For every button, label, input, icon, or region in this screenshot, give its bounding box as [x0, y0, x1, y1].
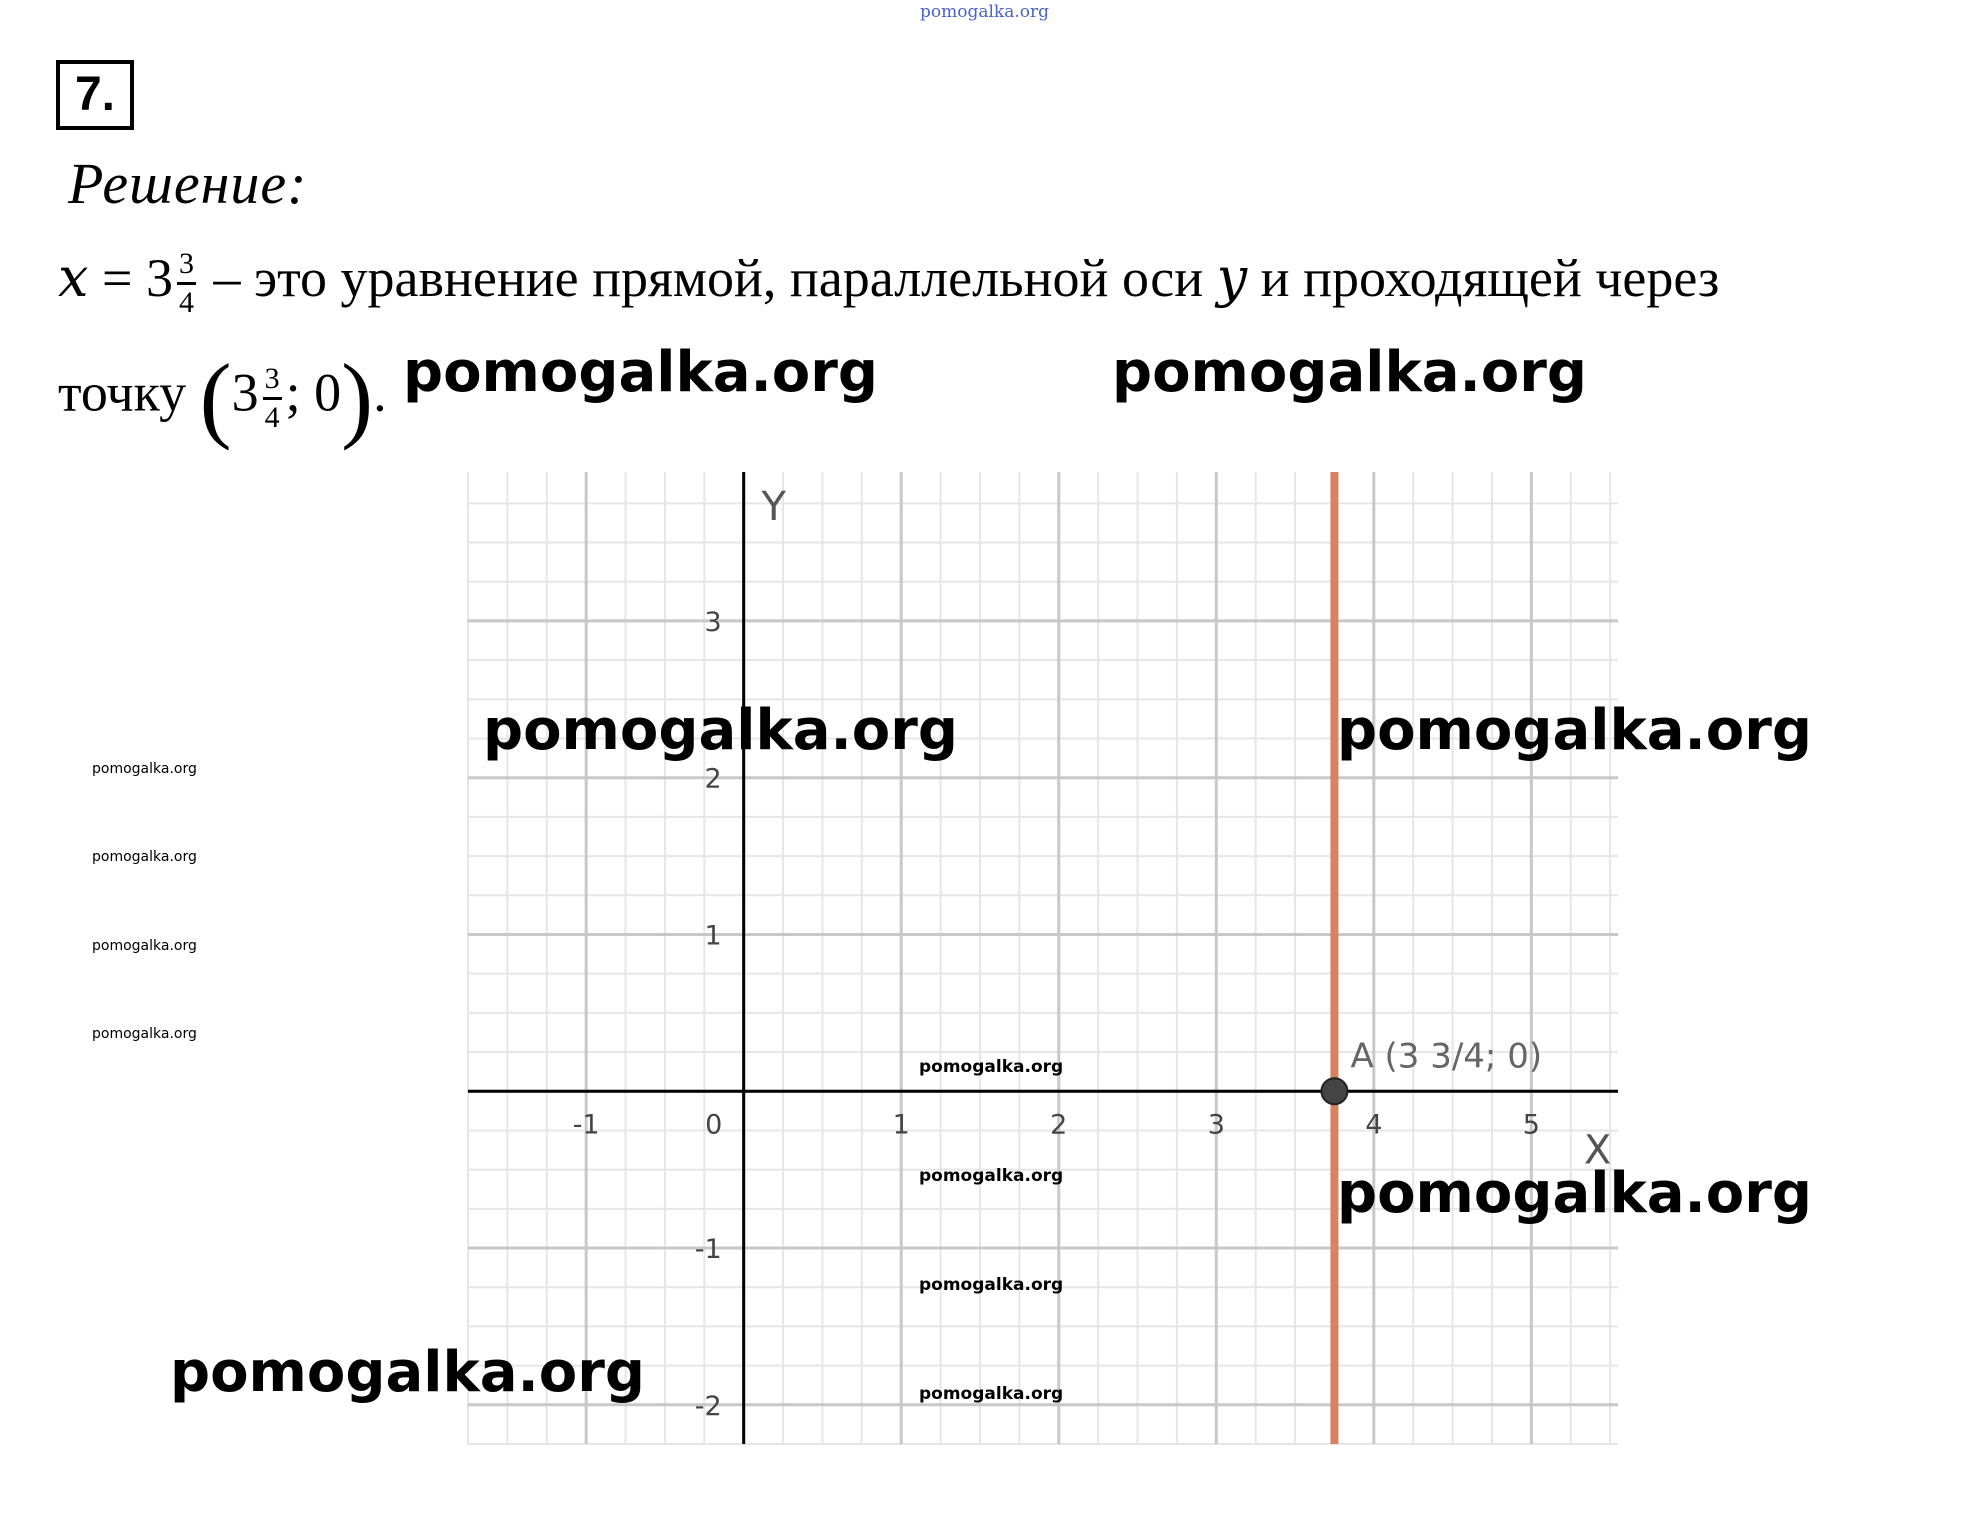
watermark: pomogalka.org [1337, 698, 1812, 763]
watermark-small: pomogalka.org [92, 761, 197, 777]
point-a-label: A (3 3/4; 0) [1350, 1036, 1543, 1077]
watermark: pomogalka.org [403, 340, 878, 405]
point-numerator: 3 [263, 361, 282, 400]
point-whole: 3 [231, 362, 259, 423]
point-word: точку [58, 362, 187, 423]
variable-x: x [58, 246, 89, 309]
whole-part: 3 [145, 248, 173, 308]
x-tick-label: 4 [1365, 1109, 1383, 1141]
solution-heading: Решение: [68, 151, 308, 216]
watermark-small: pomogalka.org [919, 1057, 1064, 1077]
watermark-small: pomogalka.org [919, 1166, 1064, 1186]
series [1321, 472, 1347, 1444]
watermark: pomogalka.org [483, 698, 958, 763]
x-tick-label: 2 [1050, 1109, 1068, 1141]
axis-y-letter: y [1216, 246, 1248, 309]
y-tick-label: -2 [694, 1390, 722, 1422]
x-tick-label: 0 [705, 1109, 723, 1141]
explanation-text: – это уравнение прямой, параллельной оси [213, 248, 1204, 308]
x-tick-label: 3 [1207, 1109, 1225, 1141]
tick-labels [573, 484, 1612, 1422]
y-tick-label: 1 [704, 920, 722, 952]
x-tick-label: -1 [572, 1109, 600, 1141]
numerator: 3 [177, 246, 196, 285]
x-axis-label: X [1583, 1127, 1612, 1174]
open-paren: ( [199, 344, 232, 451]
watermark-small: pomogalka.org [919, 1275, 1064, 1295]
point-denominator: 4 [264, 400, 280, 434]
denominator: 4 [178, 286, 194, 320]
equals-sign: = [101, 248, 133, 308]
explanation-text-2: и проходящей через [1260, 248, 1720, 308]
x-tick-label: 1 [892, 1109, 910, 1141]
close-paren: ) [341, 344, 374, 451]
task-number: 7. [56, 60, 134, 130]
watermark: pomogalka.org [1112, 340, 1587, 405]
site-watermark-top: pomogalka.org [919, 2, 1049, 22]
watermark-small: pomogalka.org [92, 1026, 197, 1042]
grid-major [468, 472, 1618, 1444]
grid-minor [468, 472, 1618, 1444]
period: . [373, 362, 387, 423]
watermark-small: pomogalka.org [92, 938, 197, 954]
x-tick-label: 5 [1522, 1109, 1540, 1141]
watermark-small: pomogalka.org [919, 1384, 1064, 1404]
point-rest: ; 0 [285, 362, 342, 423]
y-tick-label: -1 [694, 1234, 722, 1266]
axes [468, 472, 1618, 1444]
watermark: pomogalka.org [170, 1340, 645, 1405]
y-tick-label: 2 [704, 763, 722, 795]
watermark: pomogalka.org [1337, 1161, 1812, 1226]
point-a [1321, 1078, 1347, 1104]
y-axis-label: Y [761, 484, 786, 530]
watermark-small: pomogalka.org [92, 849, 197, 865]
y-tick-label: 3 [704, 606, 722, 638]
